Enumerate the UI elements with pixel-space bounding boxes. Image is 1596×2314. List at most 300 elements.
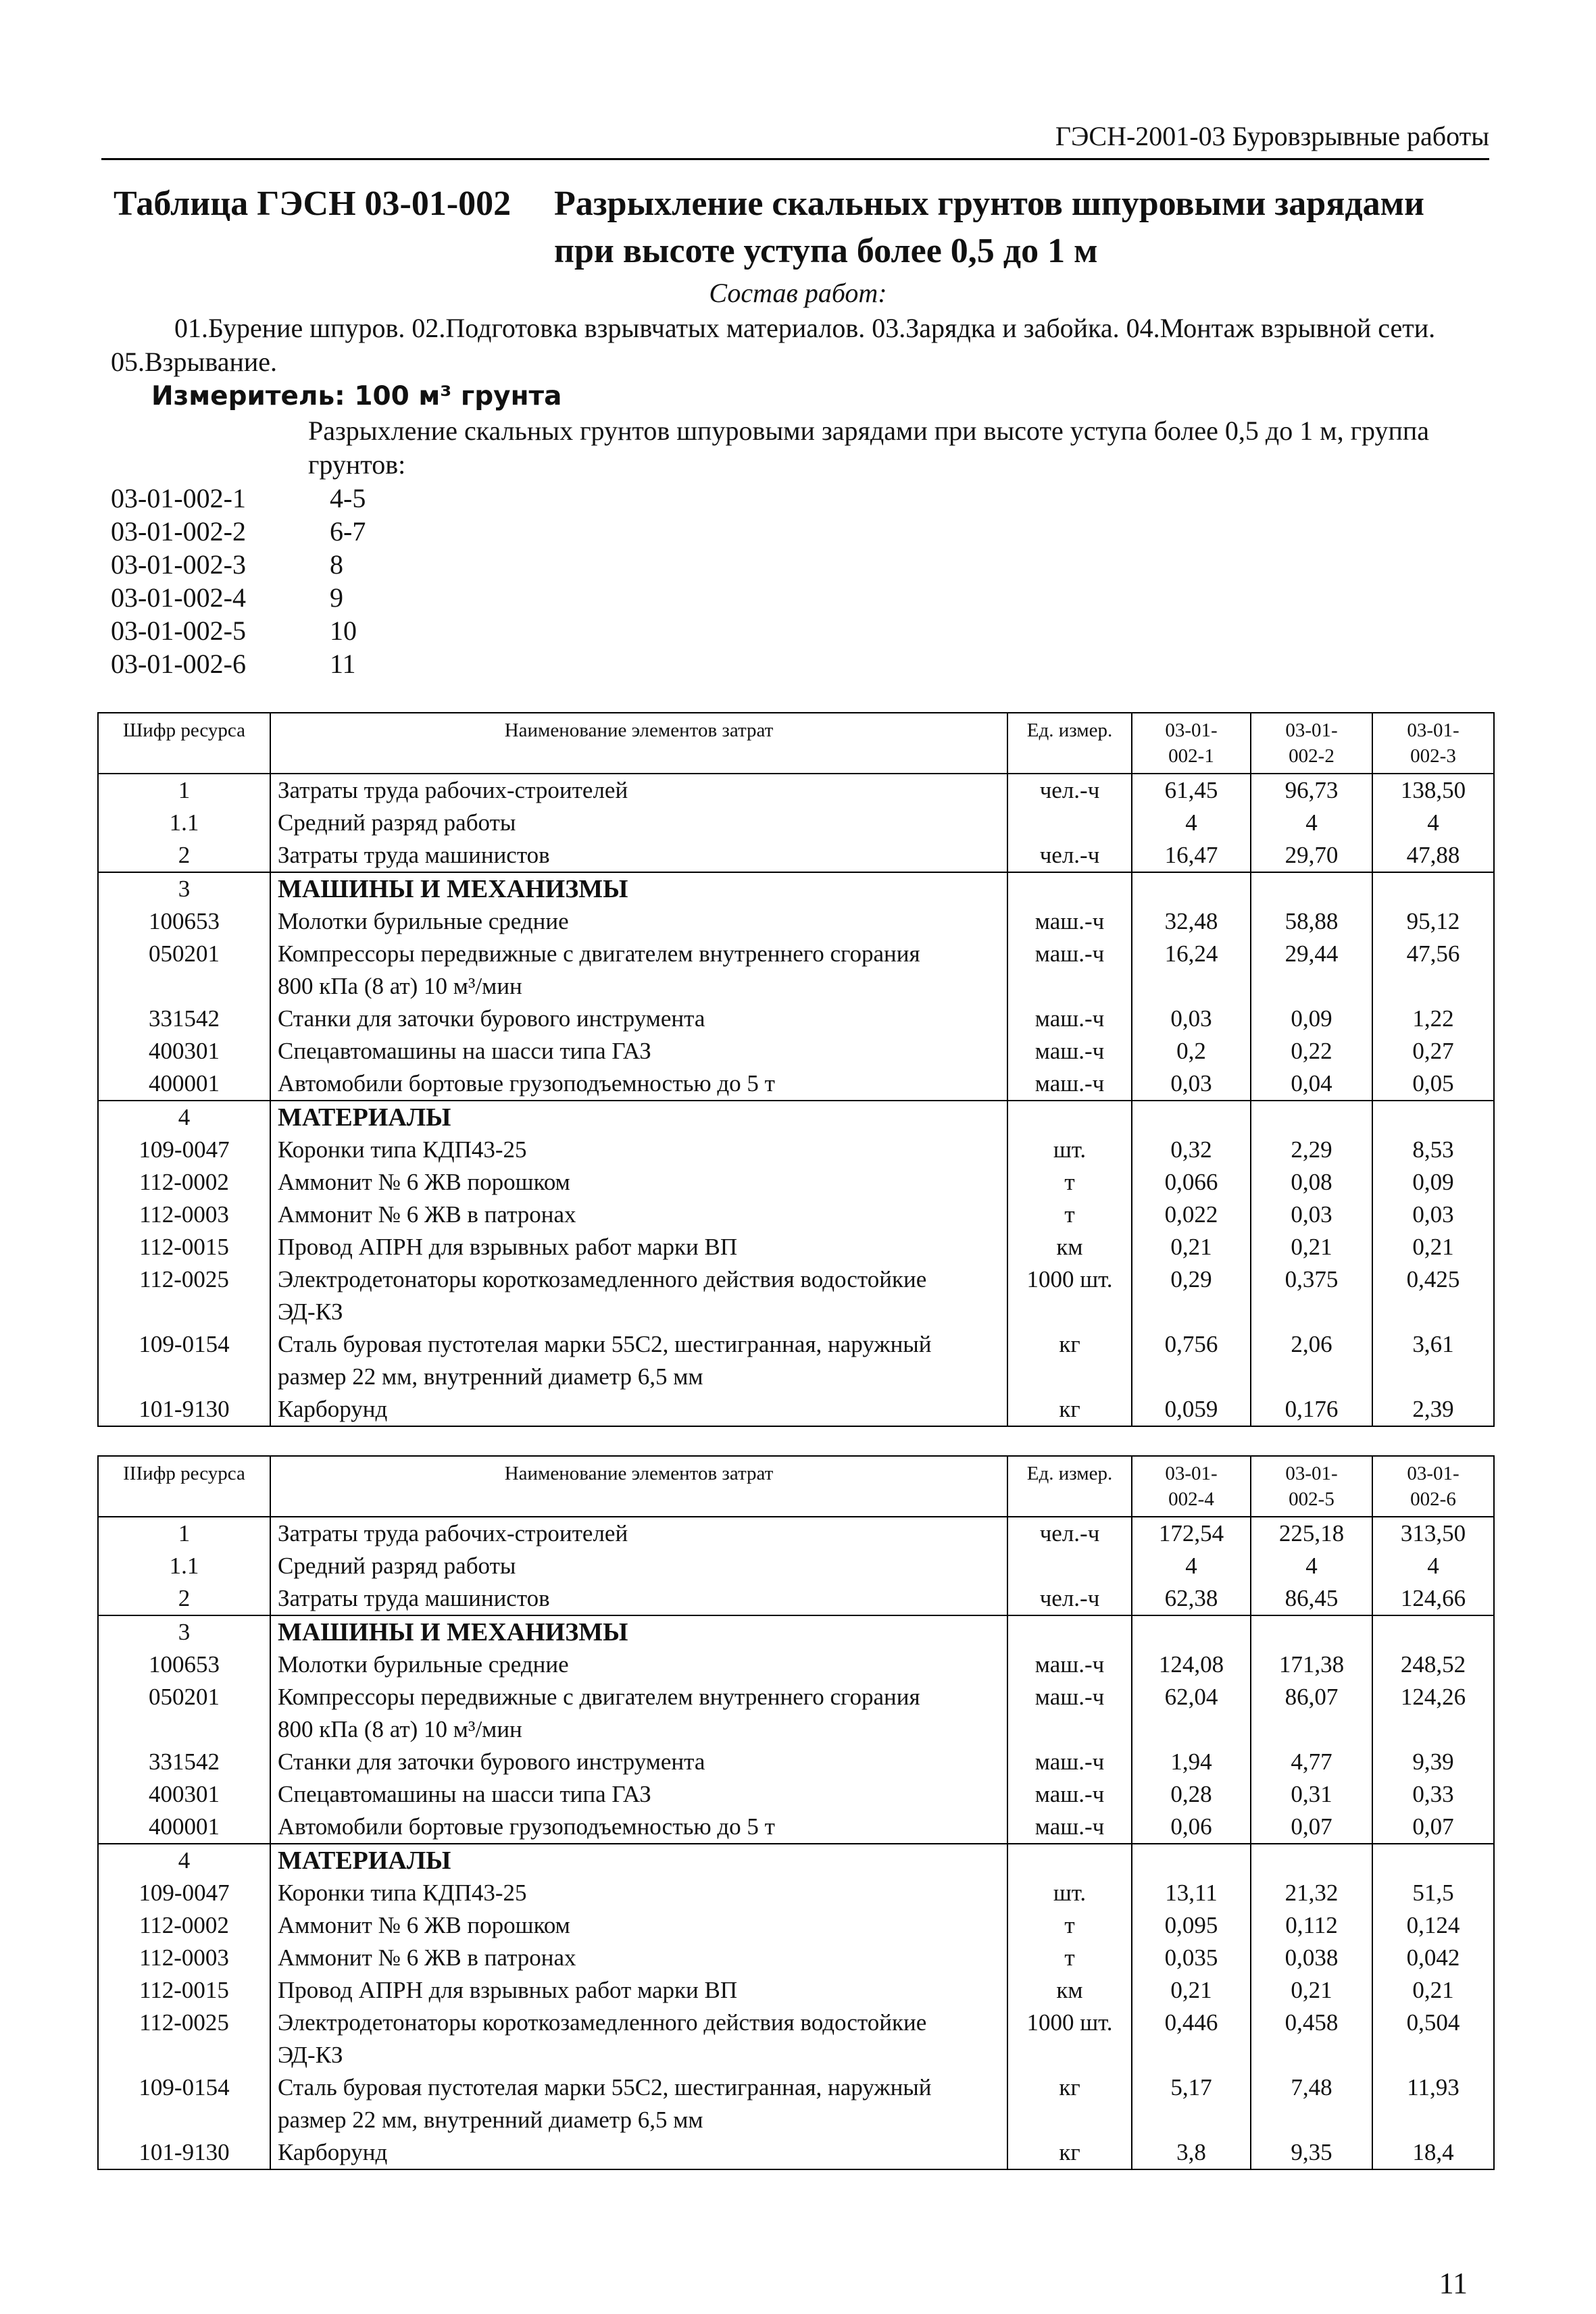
resource-code: 101-9130 xyxy=(98,1393,270,1426)
norm-value: 0,09 xyxy=(1251,1003,1372,1035)
norm-value: 0,112 xyxy=(1251,1909,1372,1942)
norm-value: 11,93 xyxy=(1372,2071,1494,2136)
norm-group: 4-5 xyxy=(330,483,366,513)
norm-value: 21,32 xyxy=(1251,1877,1372,1909)
resource-unit xyxy=(1007,1101,1132,1134)
resource-name-line: Автомобили бортовые грузоподъемностью до 5 т xyxy=(278,1070,775,1097)
resource-unit: шт. xyxy=(1007,1134,1132,1166)
resource-name-line: Провод АПРН для взрывных работ марки ВП xyxy=(278,1977,738,2003)
resource-name-line: Электродетонаторы короткозамедленного действия водостойкие xyxy=(278,1266,927,1292)
norm-value: 0,066 xyxy=(1132,1166,1251,1199)
norm-value: 0,22 xyxy=(1251,1035,1372,1067)
running-header: ГЭСН-2001-03 Буровзрывные работы xyxy=(1055,121,1489,151)
resource-code: 109-0047 xyxy=(98,1877,270,1909)
norm-group: 6-7 xyxy=(330,516,366,547)
resource-name-line: Станки для заточки бурового инструмента xyxy=(278,1005,705,1032)
resource-unit: маш.-ч xyxy=(1007,905,1132,938)
norm-value: 7,48 xyxy=(1251,2071,1372,2136)
norm-col-line: 002-4 xyxy=(1168,1488,1214,1510)
table-row xyxy=(98,1067,1494,1101)
col-header-code: Шифр ресурса xyxy=(98,713,270,774)
resource-unit: кг xyxy=(1007,1328,1132,1393)
resource-name xyxy=(270,2071,1007,2136)
resource-name-line: Коронки типа КДП43-25 xyxy=(278,1136,527,1163)
resource-name xyxy=(270,1877,1007,1909)
norm-value: 0,09 xyxy=(1372,1166,1494,1199)
section-row xyxy=(98,1844,1494,1877)
resource-name-line: Затраты труда машинистов xyxy=(278,842,550,868)
resource-name-line: Затраты труда рабочих-строителей xyxy=(278,1520,628,1546)
norm-value: 0,038 xyxy=(1251,1942,1372,1974)
resource-code: 4 xyxy=(98,1844,270,1877)
table-row xyxy=(98,1974,1494,2007)
norm-value: 0,756 xyxy=(1132,1328,1251,1393)
norm-col-line: 002-2 xyxy=(1289,745,1335,767)
resource-code: 101-9130 xyxy=(98,2136,270,2169)
resource-code: 112-0025 xyxy=(98,2007,270,2071)
table-row xyxy=(98,938,1494,1003)
title-line-1: Разрыхление скальных грунтов шпуровыми зарядами xyxy=(554,184,1425,223)
resource-name-line: Спецавтомашины на шасси типа ГАЗ xyxy=(278,1038,651,1064)
norm-code: 03-01-002-3 xyxy=(111,549,246,580)
resource-name xyxy=(270,2136,1007,2169)
norm-col-line: 03-01- xyxy=(1407,720,1460,741)
norm-value: 0,022 xyxy=(1132,1199,1251,1231)
table-row xyxy=(98,1582,1494,1615)
resource-name-line: Аммонит № 6 ЖВ порошком xyxy=(278,1169,570,1195)
col-header-norm xyxy=(1372,1456,1494,1517)
norm-value: 3,61 xyxy=(1372,1328,1494,1393)
resource-name xyxy=(270,1909,1007,1942)
norm-value: 0,095 xyxy=(1132,1909,1251,1942)
resource-unit: чел.-ч xyxy=(1007,1582,1132,1615)
table-row xyxy=(98,1909,1494,1942)
resource-name xyxy=(270,1778,1007,1811)
resource-code: 112-0015 xyxy=(98,1231,270,1263)
table-body-1 xyxy=(98,774,1494,1426)
col-header-unit: Ед. измер. xyxy=(1007,1456,1132,1517)
table-body-2 xyxy=(98,1517,1494,2169)
norms-intro-1: Разрыхление скальных грунтов шпуровыми зарядами при высоте уступа более 0,5 до 1 м, группа xyxy=(308,416,1430,446)
norm-value xyxy=(1372,872,1494,905)
norm-col-line: 002-3 xyxy=(1410,745,1456,767)
resource-table-2 xyxy=(97,1455,1495,2170)
resource-unit xyxy=(1007,1615,1132,1649)
norm-value: 172,54 xyxy=(1132,1517,1251,1550)
norm-value: 1,22 xyxy=(1372,1003,1494,1035)
norm-value: 0,32 xyxy=(1132,1134,1251,1166)
resource-unit: шт. xyxy=(1007,1877,1132,1909)
resource-name-line: Компрессоры передвижные с двигателем внутреннего сгорания xyxy=(278,1684,920,1710)
resource-table-1 xyxy=(97,712,1495,1427)
resource-name-line: Аммонит № 6 ЖВ порошком xyxy=(278,1912,570,1938)
resource-code: 050201 xyxy=(98,938,270,1003)
resource-unit: кг xyxy=(1007,1393,1132,1426)
col-header-norm xyxy=(1132,1456,1251,1517)
norms-intro-2: грунтов: xyxy=(308,449,406,480)
resource-name-line: Карборунд xyxy=(278,2139,388,2165)
norm-value: 5,17 xyxy=(1132,2071,1251,2136)
table-row xyxy=(98,1134,1494,1166)
norm-value: 0,27 xyxy=(1372,1035,1494,1067)
norm-group: 8 xyxy=(330,549,343,580)
resource-unit: т xyxy=(1007,1909,1132,1942)
resource-name xyxy=(270,1517,1007,1550)
norm-col-line: 03-01- xyxy=(1165,720,1218,741)
resource-name-line: Аммонит № 6 ЖВ в патронах xyxy=(278,1944,576,1971)
resource-code: 400301 xyxy=(98,1035,270,1067)
norm-code: 03-01-002-2 xyxy=(111,516,246,547)
resource-name-line: Средний разряд работы xyxy=(278,1553,516,1579)
resource-name xyxy=(270,1003,1007,1035)
norm-value: 0,31 xyxy=(1251,1778,1372,1811)
norm-value: 0,03 xyxy=(1132,1003,1251,1035)
resource-name-line: Коронки типа КДП43-25 xyxy=(278,1880,527,1906)
table-row xyxy=(98,1035,1494,1067)
page-number: 11 xyxy=(1439,2267,1468,2300)
norm-value: 0,21 xyxy=(1251,1974,1372,2007)
resource-name-line: ЭД-КЗ xyxy=(278,1299,343,1325)
resource-name-line: Аммонит № 6 ЖВ в патронах xyxy=(278,1201,576,1228)
norm-value xyxy=(1132,872,1251,905)
resource-name xyxy=(270,1649,1007,1681)
norm-value xyxy=(1251,872,1372,905)
resource-code: 1.1 xyxy=(98,1550,270,1582)
resource-name xyxy=(270,1035,1007,1067)
resource-code: 400001 xyxy=(98,1811,270,1844)
resource-name xyxy=(270,1067,1007,1101)
resource-name-line: Молотки бурильные средние xyxy=(278,1651,569,1678)
norm-value: 0,21 xyxy=(1251,1231,1372,1263)
norm-value: 0,03 xyxy=(1132,1067,1251,1101)
norm-value: 47,88 xyxy=(1372,839,1494,872)
resource-unit: 1000 шт. xyxy=(1007,2007,1132,2071)
resource-name-line: Средний разряд работы xyxy=(278,809,516,836)
norm-value: 9,39 xyxy=(1372,1746,1494,1778)
norm-value: 0,21 xyxy=(1372,1231,1494,1263)
table-row xyxy=(98,1263,1494,1328)
norm-value: 9,35 xyxy=(1251,2136,1372,2169)
resource-name xyxy=(270,1263,1007,1328)
norm-value: 86,07 xyxy=(1251,1681,1372,1746)
norm-code: 03-01-002-6 xyxy=(111,649,246,679)
table-header-row xyxy=(98,713,1494,774)
resource-name-line: размер 22 мм, внутренний диаметр 6,5 мм xyxy=(278,1363,703,1390)
table-row xyxy=(98,1778,1494,1811)
measure-unit: Измеритель: 100 м³ грунта xyxy=(151,381,562,411)
resource-code: 1 xyxy=(98,1517,270,1550)
table-row xyxy=(98,774,1494,807)
norm-value: 0,05 xyxy=(1372,1067,1494,1101)
norm-value: 313,50 xyxy=(1372,1517,1494,1550)
norm-value xyxy=(1132,1844,1251,1877)
table-label: Таблица ГЭСН 03-01-002 xyxy=(114,184,512,223)
table-row xyxy=(98,1811,1494,1844)
norm-value: 0,446 xyxy=(1132,2007,1251,2071)
resource-code: 100653 xyxy=(98,905,270,938)
norm-value: 0,375 xyxy=(1251,1263,1372,1328)
resource-name xyxy=(270,807,1007,839)
resource-name xyxy=(270,1681,1007,1746)
resource-name xyxy=(270,1393,1007,1426)
norm-value: 0,08 xyxy=(1251,1166,1372,1199)
norm-value: 0,059 xyxy=(1132,1393,1251,1426)
norm-value: 13,11 xyxy=(1132,1877,1251,1909)
resource-unit: чел.-ч xyxy=(1007,839,1132,872)
norm-value: 47,56 xyxy=(1372,938,1494,1003)
resource-code: 400301 xyxy=(98,1778,270,1811)
section-row xyxy=(98,1101,1494,1134)
resource-name-line: Компрессоры передвижные с двигателем внутреннего сгорания xyxy=(278,940,920,967)
col-header-name: Наименование элементов затрат xyxy=(270,713,1007,774)
resource-name-line: Затраты труда машинистов xyxy=(278,1585,550,1611)
norm-value: 62,04 xyxy=(1132,1681,1251,1746)
resource-name-line: Станки для заточки бурового инструмента xyxy=(278,1749,705,1775)
norm-value: 0,21 xyxy=(1372,1974,1494,2007)
norm-col-line: 002-1 xyxy=(1168,745,1214,767)
section-row xyxy=(98,872,1494,905)
resource-name xyxy=(270,1101,1007,1134)
resource-code: 2 xyxy=(98,839,270,872)
norm-value: 0,124 xyxy=(1372,1909,1494,1942)
norm-value: 4,77 xyxy=(1251,1746,1372,1778)
norm-value: 18,4 xyxy=(1372,2136,1494,2169)
norm-value: 86,45 xyxy=(1251,1582,1372,1615)
norm-value: 124,08 xyxy=(1132,1649,1251,1681)
norm-col-line: 03-01- xyxy=(1407,1463,1460,1484)
norm-value: 3,8 xyxy=(1132,2136,1251,2169)
resource-unit xyxy=(1007,807,1132,839)
resource-name xyxy=(270,1328,1007,1393)
norm-value: 16,47 xyxy=(1132,839,1251,872)
norm-value: 4 xyxy=(1132,807,1251,839)
table-row xyxy=(98,1166,1494,1199)
resource-unit: маш.-ч xyxy=(1007,1681,1132,1746)
norm-value xyxy=(1372,1615,1494,1649)
norm-value: 0,03 xyxy=(1372,1199,1494,1231)
resource-code: 100653 xyxy=(98,1649,270,1681)
norm-value: 4 xyxy=(1251,807,1372,839)
works-title: Состав работ: xyxy=(709,278,887,308)
resource-name xyxy=(270,2007,1007,2071)
resource-unit: маш.-ч xyxy=(1007,938,1132,1003)
resource-name-line: 800 кПа (8 ат) 10 м³/мин xyxy=(278,1716,522,1742)
resource-name-line: Карборунд xyxy=(278,1396,388,1422)
norm-value: 124,26 xyxy=(1372,1681,1494,1746)
norm-value: 124,66 xyxy=(1372,1582,1494,1615)
resource-code: 112-0015 xyxy=(98,1974,270,2007)
norm-value: 16,24 xyxy=(1132,938,1251,1003)
resource-name xyxy=(270,839,1007,872)
resource-unit: чел.-ч xyxy=(1007,1517,1132,1550)
norm-col-line: 03-01- xyxy=(1285,720,1338,741)
resource-name-line: Сталь буровая пустотелая марки 55С2, шестигранная, наружный xyxy=(278,1331,932,1357)
table-row xyxy=(98,1231,1494,1263)
table-row xyxy=(98,2071,1494,2136)
table-row xyxy=(98,1942,1494,1974)
works-line-2: 05.Взрывание. xyxy=(111,347,278,377)
table-row xyxy=(98,2136,1494,2169)
norm-col-line: 03-01- xyxy=(1285,1463,1338,1484)
resource-code: 109-0047 xyxy=(98,1134,270,1166)
norm-value: 4 xyxy=(1132,1550,1251,1582)
resource-name xyxy=(270,774,1007,807)
resource-code: 112-0002 xyxy=(98,1166,270,1199)
col-header-name: Наименование элементов затрат xyxy=(270,1456,1007,1517)
resource-unit: км xyxy=(1007,1231,1132,1263)
norm-value: 58,88 xyxy=(1251,905,1372,938)
table-row xyxy=(98,905,1494,938)
resource-name-line: МАШИНЫ И МЕХАНИЗМЫ xyxy=(278,1618,628,1646)
resource-name xyxy=(270,938,1007,1003)
resource-code: 112-0002 xyxy=(98,1909,270,1942)
resource-code: 1.1 xyxy=(98,807,270,839)
resource-name-line: Молотки бурильные средние xyxy=(278,908,569,934)
norm-col-line: 002-5 xyxy=(1289,1488,1335,1510)
norm-value: 0,042 xyxy=(1372,1942,1494,1974)
resource-code: 2 xyxy=(98,1582,270,1615)
resource-name-line: ЭД-КЗ xyxy=(278,2042,343,2068)
resource-name-line: МАШИНЫ И МЕХАНИЗМЫ xyxy=(278,875,628,903)
resource-name xyxy=(270,1582,1007,1615)
resource-code: 3 xyxy=(98,1615,270,1649)
resource-code: 331542 xyxy=(98,1746,270,1778)
norm-value: 225,18 xyxy=(1251,1517,1372,1550)
norm-value: 32,48 xyxy=(1132,905,1251,938)
resource-name-line: Сталь буровая пустотелая марки 55С2, шестигранная, наружный xyxy=(278,2074,932,2101)
resource-name xyxy=(270,1231,1007,1263)
resource-name xyxy=(270,1199,1007,1231)
norm-value: 0,07 xyxy=(1251,1811,1372,1844)
table-row xyxy=(98,1877,1494,1909)
resource-code: 331542 xyxy=(98,1003,270,1035)
norm-value: 61,45 xyxy=(1132,774,1251,807)
norm-code: 03-01-002-1 xyxy=(111,483,246,513)
norm-value: 95,12 xyxy=(1372,905,1494,938)
table-row xyxy=(98,1550,1494,1582)
norm-value: 0,03 xyxy=(1251,1199,1372,1231)
norm-value: 171,38 xyxy=(1251,1649,1372,1681)
norm-group: 9 xyxy=(330,582,343,613)
norm-value: 0,07 xyxy=(1372,1811,1494,1844)
resource-name xyxy=(270,1134,1007,1166)
norm-value: 248,52 xyxy=(1372,1649,1494,1681)
norm-value: 0,06 xyxy=(1132,1811,1251,1844)
norm-value xyxy=(1251,1101,1372,1134)
table-row xyxy=(98,1003,1494,1035)
resource-code: 1 xyxy=(98,774,270,807)
resource-name-line: размер 22 мм, внутренний диаметр 6,5 мм xyxy=(278,2107,703,2133)
resource-name-line: Автомобили бортовые грузоподъемностью до 5 т xyxy=(278,1813,775,1840)
table-row xyxy=(98,1649,1494,1681)
norm-value: 0,29 xyxy=(1132,1263,1251,1328)
norm-value xyxy=(1251,1615,1372,1649)
resource-code: 109-0154 xyxy=(98,1328,270,1393)
norm-code: 03-01-002-5 xyxy=(111,615,246,646)
resource-name-line: Электродетонаторы короткозамедленного действия водостойкие xyxy=(278,2009,927,2036)
table-row xyxy=(98,807,1494,839)
norm-value: 2,39 xyxy=(1372,1393,1494,1426)
resource-code: 112-0025 xyxy=(98,1263,270,1328)
resource-unit: кг xyxy=(1007,2071,1132,2136)
resource-unit: 1000 шт. xyxy=(1007,1263,1132,1328)
resource-unit: маш.-ч xyxy=(1007,1746,1132,1778)
norm-value xyxy=(1372,1101,1494,1134)
norm-value: 0,2 xyxy=(1132,1035,1251,1067)
resource-unit: т xyxy=(1007,1166,1132,1199)
resource-unit xyxy=(1007,1550,1132,1582)
resource-unit xyxy=(1007,872,1132,905)
works-line-1: 01.Бурение шпуров. 02.Подготовка взрывчатых материалов. 03.Зарядка и забойка. 04.Монтаж взрывной сети. xyxy=(174,313,1436,343)
norm-code: 03-01-002-4 xyxy=(111,582,246,613)
norm-value: 2,29 xyxy=(1251,1134,1372,1166)
table-row xyxy=(98,1517,1494,1550)
resource-name xyxy=(270,1615,1007,1649)
norm-col-line: 002-6 xyxy=(1410,1488,1456,1510)
norm-value: 0,458 xyxy=(1251,2007,1372,2071)
resource-unit: км xyxy=(1007,1974,1132,2007)
table-row xyxy=(98,1746,1494,1778)
col-header-norm xyxy=(1251,713,1372,774)
col-header-norm xyxy=(1372,713,1494,774)
resource-name xyxy=(270,1942,1007,1974)
resource-name-line: МАТЕРИАЛЫ xyxy=(278,1846,451,1875)
resource-code: 112-0003 xyxy=(98,1199,270,1231)
resource-name-line: МАТЕРИАЛЫ xyxy=(278,1103,451,1132)
resource-unit: маш.-ч xyxy=(1007,1003,1132,1035)
resource-code: 400001 xyxy=(98,1067,270,1101)
table-row xyxy=(98,1328,1494,1393)
norm-value xyxy=(1132,1615,1251,1649)
norm-value xyxy=(1132,1101,1251,1134)
norm-value: 51,5 xyxy=(1372,1877,1494,1909)
resource-name xyxy=(270,872,1007,905)
table-row xyxy=(98,1681,1494,1746)
norm-col-line: 03-01- xyxy=(1165,1463,1218,1484)
resource-code: 3 xyxy=(98,872,270,905)
norm-value xyxy=(1372,1844,1494,1877)
resource-unit: маш.-ч xyxy=(1007,1811,1132,1844)
resource-code: 109-0154 xyxy=(98,2071,270,2136)
norm-value: 0,176 xyxy=(1251,1393,1372,1426)
resource-code: 112-0003 xyxy=(98,1942,270,1974)
norm-value: 4 xyxy=(1372,1550,1494,1582)
table-row xyxy=(98,839,1494,872)
resource-unit: т xyxy=(1007,1942,1132,1974)
resource-unit: маш.-ч xyxy=(1007,1649,1132,1681)
norm-group: 11 xyxy=(330,649,356,679)
resource-unit xyxy=(1007,1844,1132,1877)
col-header-code: IIIифр ресурса xyxy=(98,1456,270,1517)
norm-value: 29,44 xyxy=(1251,938,1372,1003)
resource-code: 4 xyxy=(98,1101,270,1134)
norm-value: 62,38 xyxy=(1132,1582,1251,1615)
resource-unit: т xyxy=(1007,1199,1132,1231)
norm-value: 0,28 xyxy=(1132,1778,1251,1811)
norm-value: 0,21 xyxy=(1132,1974,1251,2007)
resource-name xyxy=(270,1550,1007,1582)
section-row xyxy=(98,1615,1494,1649)
col-header-norm xyxy=(1132,713,1251,774)
norm-value: 96,73 xyxy=(1251,774,1372,807)
resource-name-line: Затраты труда рабочих-строителей xyxy=(278,777,628,803)
norm-value xyxy=(1251,1844,1372,1877)
resource-name xyxy=(270,1974,1007,2007)
norm-value: 0,21 xyxy=(1132,1231,1251,1263)
table-header-row xyxy=(98,1456,1494,1517)
resource-name xyxy=(270,1166,1007,1199)
norm-value: 0,504 xyxy=(1372,2007,1494,2071)
